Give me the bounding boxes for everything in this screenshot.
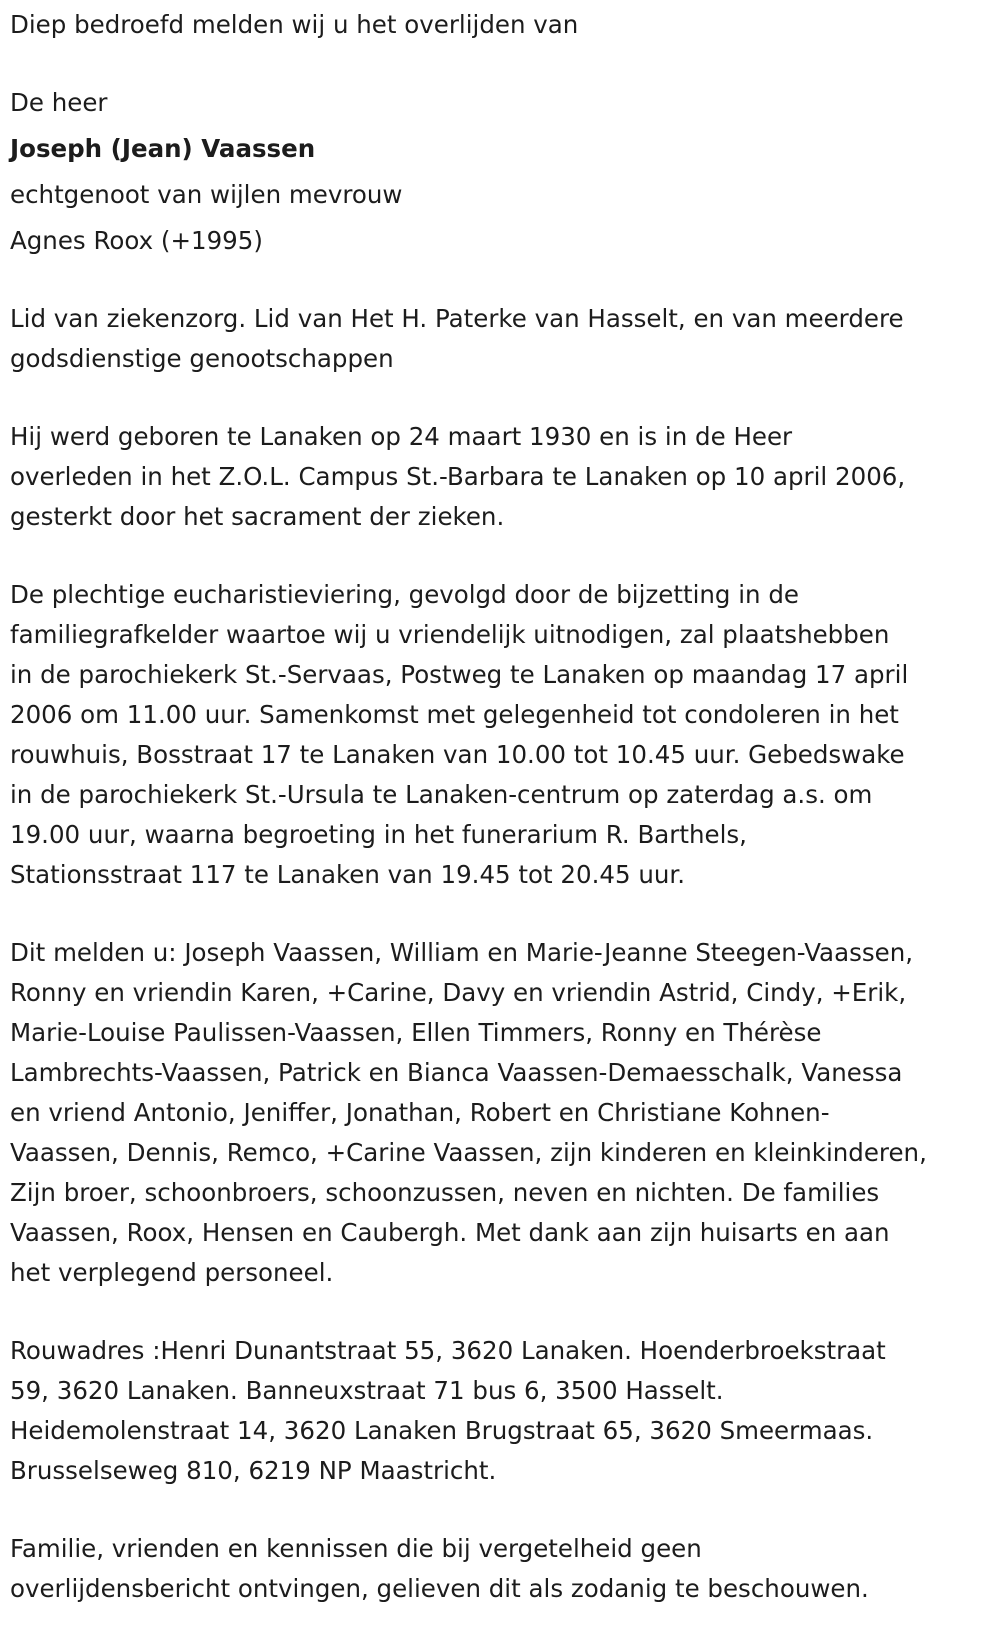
address-line: Heidemolenstraat 14, 3620 Lanaken Brugstraat 65, 3620 Smeermaas.	[10, 1416, 874, 1445]
spouse-line-1: echtgenoot van wijlen mevrouw	[10, 180, 403, 209]
spacer	[10, 379, 990, 417]
closing-paragraph	[10, 1529, 990, 1609]
family-line: Lambrechts-Vaassen, Patrick en Bianca Vaassen-Demaesschalk, Vanessa	[10, 1058, 903, 1087]
spacer	[10, 895, 990, 933]
ceremony-line: in de parochiekerk St.-Servaas, Postweg te Lanaken op maandag 17 april	[10, 660, 909, 689]
intro-text: Diep bedroefd melden wij u het overlijden van	[10, 10, 579, 39]
spouse-line-2: Agnes Roox (+1995)	[10, 226, 263, 255]
ceremony-line: rouwhuis, Bosstraat 17 te Lanaken van 10.00 tot 10.45 uur. Gebedswake	[10, 740, 905, 769]
family-line: het verplegend personeel.	[10, 1258, 334, 1287]
address-line: Brusselseweg 810, 6219 NP Maastricht.	[10, 1456, 497, 1485]
family-line: Marie-Louise Paulissen-Vaassen, Ellen Timmers, Ronny en Thérèse	[10, 1018, 822, 1047]
ceremony-line: familiegrafkelder waartoe wij u vriendelijk uitnodigen, zal plaatshebben	[10, 620, 890, 649]
ceremony-line: in de parochiekerk St.-Ursula te Lanaken-centrum op zaterdag a.s. om	[10, 780, 873, 809]
family-paragraph	[10, 933, 990, 1293]
membership-line: Lid van ziekenzorg. Lid van Het H. Paterke van Hasselt, en van meerdere	[10, 304, 904, 333]
spacer	[10, 261, 990, 299]
address-line: Rouwadres :Henri Dunantstraat 55, 3620 Lanaken. Hoenderbroekstraat	[10, 1336, 886, 1365]
title-prefix: De heer	[10, 88, 108, 117]
ceremony-paragraph	[10, 575, 990, 895]
spacer	[10, 45, 990, 85]
family-line: Ronny en vriendin Karen, +Carine, Davy en vriendin Astrid, Cindy, +Erik,	[10, 978, 907, 1007]
deceased-name: Joseph (Jean) Vaassen	[10, 134, 316, 163]
family-line: Zijn broer, schoonbroers, schoonzussen, neven en nichten. De families	[10, 1178, 880, 1207]
closing-line: Familie, vrienden en kennissen die bij vergetelheid geen	[10, 1534, 702, 1563]
family-line: en vriend Antonio, Jeniffer, Jonathan, Robert en Christiane Kohnen-	[10, 1098, 830, 1127]
birth-death-paragraph	[10, 417, 990, 537]
ceremony-line: De plechtige eucharistieviering, gevolgd door de bijzetting in de	[10, 580, 799, 609]
ceremony-line: 2006 om 11.00 uur. Samenkomst met gelegenheid tot condoleren in het	[10, 700, 899, 729]
closing-line: overlijdensbericht ontvingen, gelieven dit als zodanig te beschouwen.	[10, 1574, 869, 1603]
family-line: Vaassen, Dennis, Remco, +Carine Vaassen, zijn kinderen en kleinkinderen,	[10, 1138, 927, 1167]
spacer	[10, 1491, 990, 1529]
spacer	[10, 1293, 990, 1331]
family-line: Dit melden u: Joseph Vaassen, William en Marie-Jeanne Steegen-Vaassen,	[10, 938, 914, 967]
ceremony-line: 19.00 uur, waarna begroeting in het funerarium R. Barthels,	[10, 820, 747, 849]
membership-line: godsdienstige genootschappen	[10, 344, 394, 373]
birth-death-line: Hij werd geboren te Lanaken op 24 maart 1930 en is in de Heer	[10, 422, 793, 451]
spacer	[10, 537, 990, 575]
family-line: Vaassen, Roox, Hensen en Caubergh. Met dank aan zijn huisarts en aan	[10, 1218, 890, 1247]
addresses-paragraph	[10, 1331, 990, 1491]
address-line: 59, 3620 Lanaken. Banneuxstraat 71 bus 6, 3500 Hasselt.	[10, 1376, 724, 1405]
membership-paragraph	[10, 299, 990, 379]
birth-death-line: overleden in het Z.O.L. Campus St.-Barbara te Lanaken op 10 april 2006,	[10, 462, 906, 491]
birth-death-line: gesterkt door het sacrament der zieken.	[10, 502, 505, 531]
ceremony-line: Stationsstraat 117 te Lanaken van 19.45 tot 20.45 uur.	[10, 860, 685, 889]
